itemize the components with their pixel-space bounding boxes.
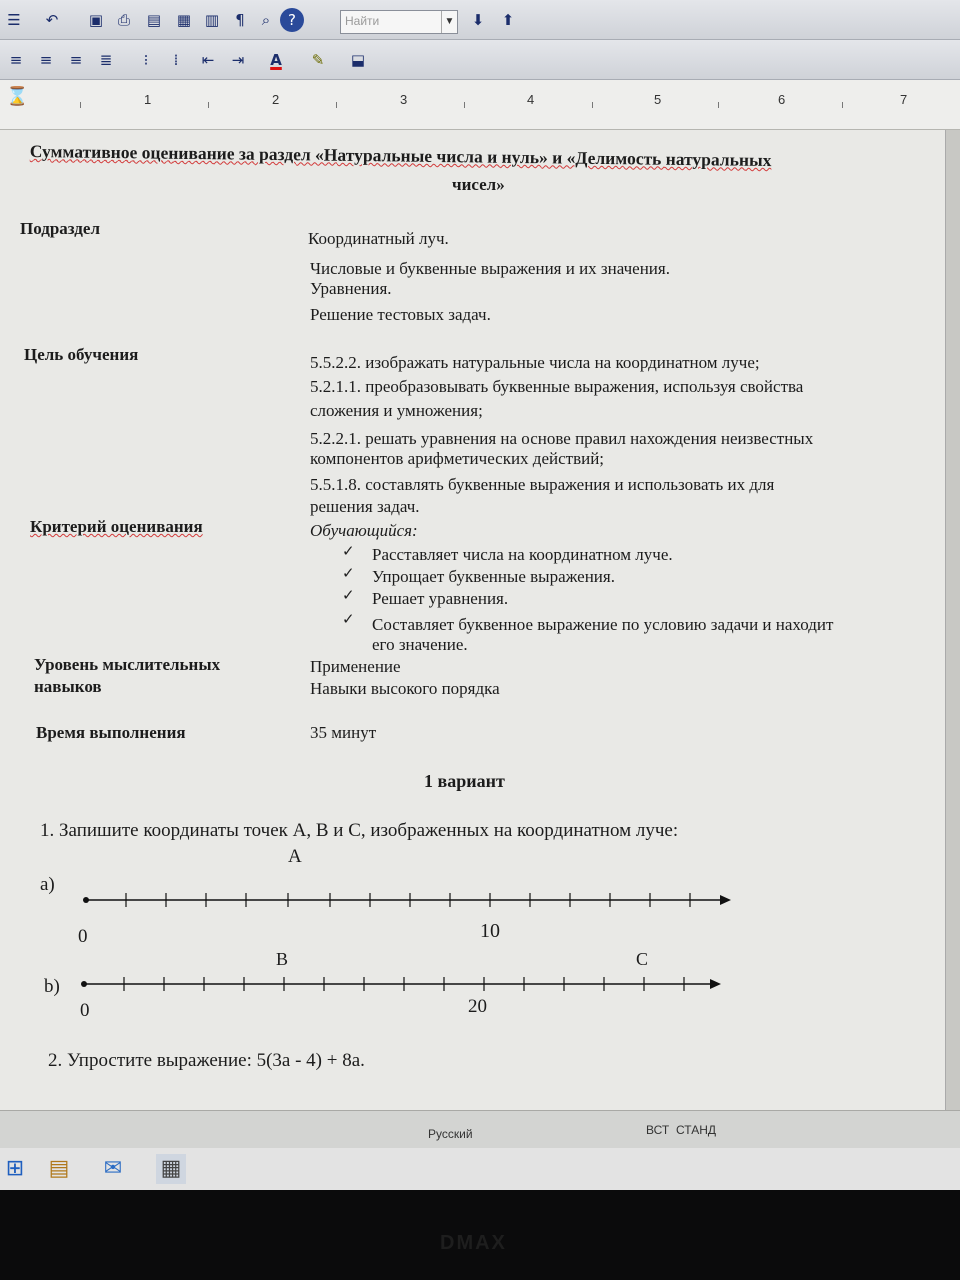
subsection-label: Подраздел bbox=[20, 219, 100, 238]
columns-icon[interactable]: ▥ bbox=[204, 11, 220, 29]
ruler-tick bbox=[464, 102, 465, 108]
goal-line: решения задач. bbox=[310, 497, 420, 516]
point-c-label: С bbox=[636, 949, 649, 969]
ray-a-label: а) bbox=[40, 874, 55, 895]
list-icon[interactable]: ☰ bbox=[7, 11, 21, 29]
ray-a-mark: 10 bbox=[480, 920, 500, 942]
ray-b-label: b) bbox=[44, 976, 60, 997]
ruler-number: 7 bbox=[900, 92, 908, 107]
search-input[interactable] bbox=[340, 10, 458, 34]
undo-icon[interactable]: ↶ bbox=[45, 11, 59, 29]
increase-indent-icon[interactable]: ⇥ bbox=[231, 51, 245, 69]
taskbar bbox=[0, 1148, 960, 1190]
language-indicator[interactable]: Русский bbox=[428, 1127, 473, 1141]
goal-line: сложения и умножения; bbox=[310, 401, 483, 420]
criteria-item: Составляет буквенное выражение по условию задачи и находит bbox=[372, 615, 834, 634]
ruler-number: 6 bbox=[778, 92, 786, 107]
store-icon[interactable]: ▤ bbox=[48, 1156, 70, 1181]
time-label: Время выполнения bbox=[36, 723, 186, 742]
align-right-icon[interactable]: ≡ bbox=[69, 51, 83, 69]
decrease-indent-icon[interactable]: ⇤ bbox=[201, 51, 215, 69]
point-b-label: В bbox=[276, 949, 289, 969]
document-title bbox=[30, 140, 772, 171]
ray-b-mark: 20 bbox=[468, 996, 487, 1017]
font-color-icon[interactable]: A bbox=[270, 51, 282, 69]
criteria-item: Расставляет числа на координатном луче. bbox=[372, 545, 673, 564]
ruler-tick bbox=[336, 102, 337, 108]
ruler-number: 1 bbox=[144, 92, 152, 107]
ruler-number: 3 bbox=[400, 92, 408, 107]
ruler-number: 2 bbox=[272, 92, 280, 107]
time-value: 35 минут bbox=[310, 723, 377, 742]
standard-toolbar bbox=[0, 0, 960, 40]
preview-icon[interactable]: ▤ bbox=[146, 11, 162, 29]
title-line: чисел» bbox=[452, 175, 505, 194]
goal-label: Цель обучения bbox=[24, 345, 139, 364]
align-left-icon[interactable]: ≡ bbox=[9, 51, 23, 69]
subsection-item: Уравнения. bbox=[310, 279, 392, 298]
paragraph-mark-icon[interactable]: ¶ bbox=[235, 11, 245, 29]
checkmark-icon: ✓ bbox=[342, 586, 355, 604]
status-bar bbox=[0, 1110, 960, 1148]
bullets-icon[interactable]: ⁞ bbox=[173, 51, 179, 69]
up-arrow-icon[interactable]: ⬆ bbox=[501, 11, 515, 29]
goal-line: 5.2.1.1. преобразовывать буквенные выражения, используя свойства bbox=[310, 377, 804, 396]
search-placeholder: Найти bbox=[345, 14, 380, 28]
ray-a-zero: 0 bbox=[78, 926, 88, 947]
coordinate-ray-b bbox=[0, 966, 760, 1002]
criteria-item-tail: его значение. bbox=[372, 635, 468, 654]
document-page[interactable] bbox=[0, 130, 945, 1110]
ray-b-zero: 0 bbox=[80, 1000, 90, 1021]
align-center-icon[interactable]: ≡ bbox=[39, 51, 53, 69]
skills-value: Навыки высокого порядка bbox=[310, 679, 500, 698]
criteria-item: Упрощает буквенные выражения. bbox=[372, 567, 615, 586]
vertical-scrollbar[interactable] bbox=[945, 130, 960, 1110]
question-1: 1. Запишите координаты точек А, В и С, изображенных на координатном луче: bbox=[40, 820, 679, 841]
question-2: 2. Упростите выражение: 5(3а - 4) + 8а. bbox=[48, 1050, 365, 1071]
shading-icon[interactable]: ⬓ bbox=[350, 51, 366, 69]
goal-line: 5.2.2.1. решать уравнения на основе правил нахождения неизвестных bbox=[310, 429, 814, 448]
criteria-item: Решает уравнения. bbox=[372, 589, 509, 608]
criteria-label-text: Критерий оценивания bbox=[30, 517, 203, 536]
horizontal-ruler[interactable] bbox=[0, 80, 960, 130]
variant-heading: 1 вариант bbox=[424, 771, 505, 791]
ruler-tick bbox=[80, 102, 81, 108]
goal-line: компонентов арифметических действий; bbox=[310, 449, 605, 468]
skills-value: Применение bbox=[310, 657, 401, 676]
formatting-toolbar bbox=[0, 40, 960, 80]
save-icon[interactable]: ▣ bbox=[88, 11, 104, 29]
table-icon[interactable]: ▦ bbox=[176, 11, 192, 29]
document-icon[interactable]: ▦ bbox=[156, 1154, 186, 1184]
skills-label: Уровень мыслительных bbox=[34, 655, 221, 674]
justify-icon[interactable]: ≣ bbox=[99, 51, 113, 69]
down-arrow-icon[interactable]: ⬇ bbox=[471, 11, 485, 29]
ruler-tick bbox=[718, 102, 719, 108]
search-dropdown-icon[interactable]: ▼ bbox=[441, 11, 457, 33]
start-icon[interactable]: ⊞ bbox=[5, 1156, 25, 1181]
learner-label: Обучающийся: bbox=[310, 521, 418, 540]
monitor-brand-logo: DMAX bbox=[440, 1232, 507, 1254]
print-icon[interactable]: ⎙ bbox=[117, 11, 130, 29]
subsection-item: Решение тестовых задач. bbox=[310, 305, 491, 324]
title-line: Суммативное оценивание за раздел «Натуральные числа и нуль» и «Делимость натуральных bbox=[29, 140, 772, 171]
goal-line: 5.5.1.8. составлять буквенные выражения и использовать их для bbox=[310, 475, 775, 494]
checkmark-icon: ✓ bbox=[342, 542, 355, 560]
subsection-item: Числовые и буквенные выражения и их значения. bbox=[310, 259, 670, 278]
numbering-icon[interactable]: ⁝ bbox=[143, 51, 149, 69]
subsection-item: Координатный луч. bbox=[308, 229, 449, 248]
criteria-label bbox=[30, 516, 203, 538]
selection-mode-indicator[interactable]: СТАНД bbox=[676, 1123, 716, 1137]
ruler-tick bbox=[208, 102, 209, 108]
coordinate-ray-a bbox=[0, 880, 760, 920]
checkmark-icon: ✓ bbox=[342, 564, 355, 582]
help-icon[interactable]: ? bbox=[280, 8, 304, 32]
goal-line: 5.5.2.2. изображать натуральные числа на координатном луче; bbox=[310, 353, 760, 372]
ruler-tick bbox=[592, 102, 593, 108]
ruler-number: 4 bbox=[527, 92, 535, 107]
skills-label: навыков bbox=[34, 677, 102, 696]
zoom-icon[interactable]: ⌕ bbox=[261, 11, 271, 29]
ruler-number: 5 bbox=[654, 92, 662, 107]
mail-icon[interactable]: ✉ bbox=[103, 1156, 123, 1181]
ruler-tick bbox=[842, 102, 843, 108]
checkmark-icon: ✓ bbox=[342, 610, 355, 628]
highlight-icon[interactable]: ✎ bbox=[311, 51, 325, 69]
insert-mode-indicator[interactable]: ВСТ bbox=[646, 1123, 670, 1137]
point-a-label: А bbox=[288, 846, 302, 867]
tab-stop-icon[interactable]: ⌛ bbox=[6, 86, 29, 107]
